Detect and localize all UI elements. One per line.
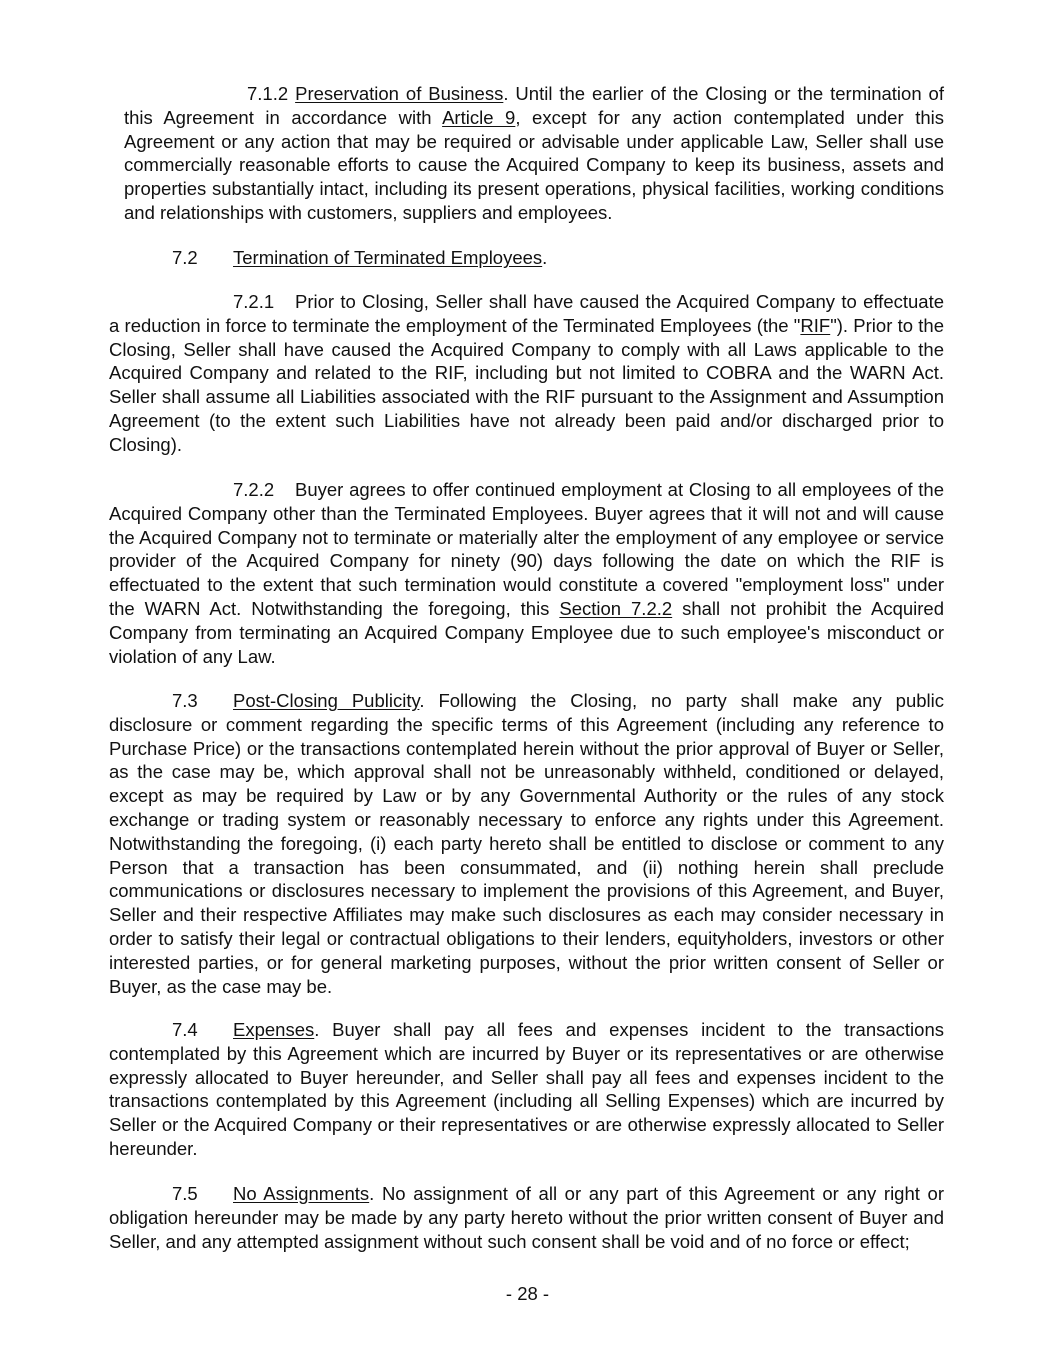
section-7-2-1 [109, 290, 944, 457]
section-title: Termination of Terminated Employees [233, 247, 543, 268]
section-7-5 [109, 1182, 944, 1253]
section-number: 7.4 [172, 1019, 198, 1040]
defined-term: RIF [800, 314, 831, 336]
cross-reference-link[interactable]: Section 7.2.2 [559, 597, 673, 619]
section-text: Buyer agrees to offer continued employment at Closing to all employees of the Acquired Company other than the Terminated Employees. Buyer agrees that it will not and will cause the Acquired Company not to terminate or materially alter the employment of any employee or service provider of the Acquired Company for ninety (90) days following the date on which the RIF is effectuated to the extent that such termination would constitute a covered "employment loss" under the WARN Act. Notwithstanding the foregoing, this [109, 479, 944, 619]
section-number: 7.2.1 [233, 291, 275, 312]
section-title-period: . [542, 247, 548, 268]
section-text: . No assignment of all or any part of this Agreement or any right or obligation hereunder may be made by any party hereto without the prior written consent of Buyer and Seller, and any attempted assignment without such consent shall be void and of no force or effect; [109, 1183, 944, 1252]
page-number: - 28 - [505, 1283, 550, 1304]
cross-reference-link[interactable]: Article 9 [442, 106, 516, 128]
section-text: shall not prohibit the Acquired Company from terminating an Acquired Company Employee due to such employee's misconduct or violation of any Law. [109, 597, 944, 667]
section-number: 7.3 [172, 690, 198, 711]
section-number: 7.2.2 [233, 479, 275, 500]
section-title: Expenses [233, 1019, 315, 1040]
section-7-2-heading [172, 246, 547, 270]
section-7-1-2 [124, 82, 944, 225]
section-title: No Assignments [233, 1183, 370, 1204]
section-text: . Following the Closing, no party shall make any public disclosure or comment regarding the specific terms of this Agreement (including any reference to Purchase Price) or the transactions contemplated herein without the prior approval of Buyer or Seller, as the case may be, which approval shall not be unreasonably withheld, conditioned or delayed, except as may be required by Law or by any Governmental Authority or the rules of any stock exchange or trading system or reasonably necessary to enforce any rights under this Agreement. Notwithstanding the foregoing, (i) each party hereto shall be entitled to disclose or comment to any Person that a transaction has been consummated, and (ii) nothing herein shall preclude communications or disclosures necessary to implement the provisions of this Agreement, and Buyer, Seller and their respective Affiliates may make such disclosures as each may consider necessary in order to satisfy their legal or contractual obligations to their lenders, equityholders, investors or other interested parties, or for general marketing purposes, without the prior written consent of Seller or Buyer, as the case may be. [109, 690, 944, 997]
section-7-3 [109, 689, 944, 998]
section-title: Preservation of Business [295, 83, 504, 104]
section-title: Post-Closing Publicity [233, 690, 420, 711]
section-number: 7.2 [172, 247, 198, 268]
section-text: "). Prior to the Closing, Seller shall have caused the Acquired Company to comply with all Laws applicable to the Acquired Company and related to the RIF, including but not limited to COBRA and the WARN Act. Seller shall assume all Liabilities associated with the RIF pursuant to the Assignment and Assumption Agreement (to the extent such Liabilities have not already been paid and/or discharged prior to Closing). [109, 314, 945, 455]
section-text: . Buyer shall pay all fees and expenses incident to the transactions contemplated by this Agreement which are incurred by Buyer or its representatives or are otherwise expressly allocated to Buyer hereunder, and Seller shall pay all fees and expenses incident to the transactions contemplated by this Agreement (including all Selling Expenses) which are incurred by Seller or the Acquired Company or their representatives or are otherwise expressly allocated to Seller hereunder. [109, 1019, 944, 1159]
section-7-2-2 [109, 478, 944, 668]
section-number: 7.5 [172, 1183, 198, 1204]
section-number: 7.1.2 [247, 83, 289, 104]
section-text: Prior to Closing, Seller shall have caused the Acquired Company to effectuate a reduction in force to terminate the employment of the Terminated Employees (the " [109, 291, 944, 336]
section-text: . Until the earlier of the Closing or the termination of this Agreement in accordance with [124, 83, 944, 128]
section-text: , except for any action contemplated under this Agreement or any action that may be required or advisable under applicable Law, Seller shall use commercially reasonable efforts to cause the Acquired Company to keep its business, assets and properties substantially intact, including its present operations, physical facilities, working conditions and relationships with customers, suppliers and employees. [124, 106, 944, 223]
section-7-4 [109, 1018, 944, 1161]
